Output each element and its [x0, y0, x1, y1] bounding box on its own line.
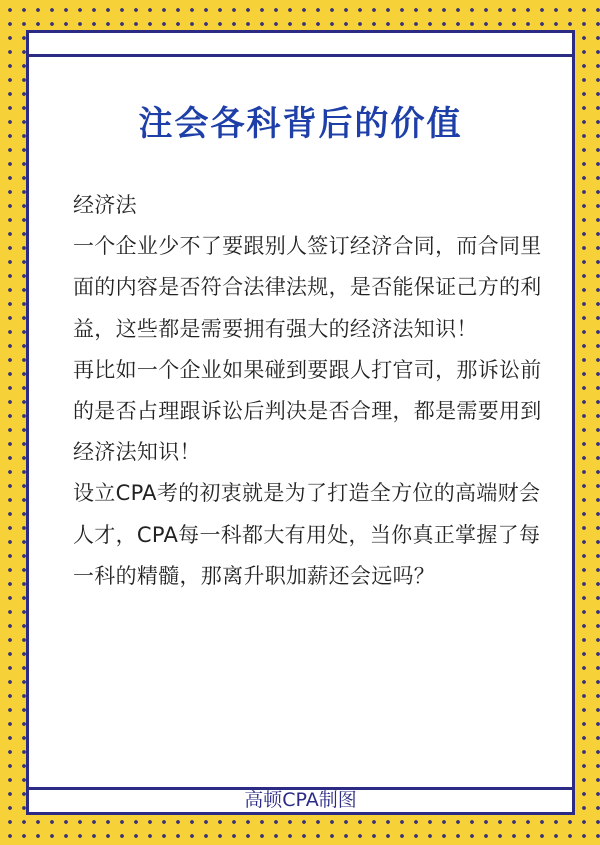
footer-credit: 高顿CPA制图	[244, 789, 357, 811]
article-body	[73, 185, 543, 597]
section-heading: 经济法	[73, 193, 137, 217]
poster-title: 注会各科背后的价值	[138, 104, 463, 144]
poster-card	[26, 30, 575, 815]
paragraph-cpa-purpose: 设立CPA考的初衷就是为了打造全方位的高端财会人才，CPA每一科都大有用处，当你真正掌握了每一科的精髓，那离升职加薪还会远吗？	[73, 481, 541, 588]
bottom-border-line	[29, 812, 572, 815]
paragraph-lawsuits: 再比如一个企业如果碰到要跟人打官司，那诉讼前的是否占理跟诉讼后判决是否合理，都是需要用到经济法知识！	[73, 357, 542, 465]
top-border-line	[29, 30, 572, 33]
paragraph-contracts: 一个企业少不了要跟别人签订经济合同，而合同里面的内容是否符合法律法规，是否能保证己方的利益，这些都是需要拥有强大的经济法知识！	[73, 234, 542, 341]
top-inner-line	[29, 54, 572, 57]
